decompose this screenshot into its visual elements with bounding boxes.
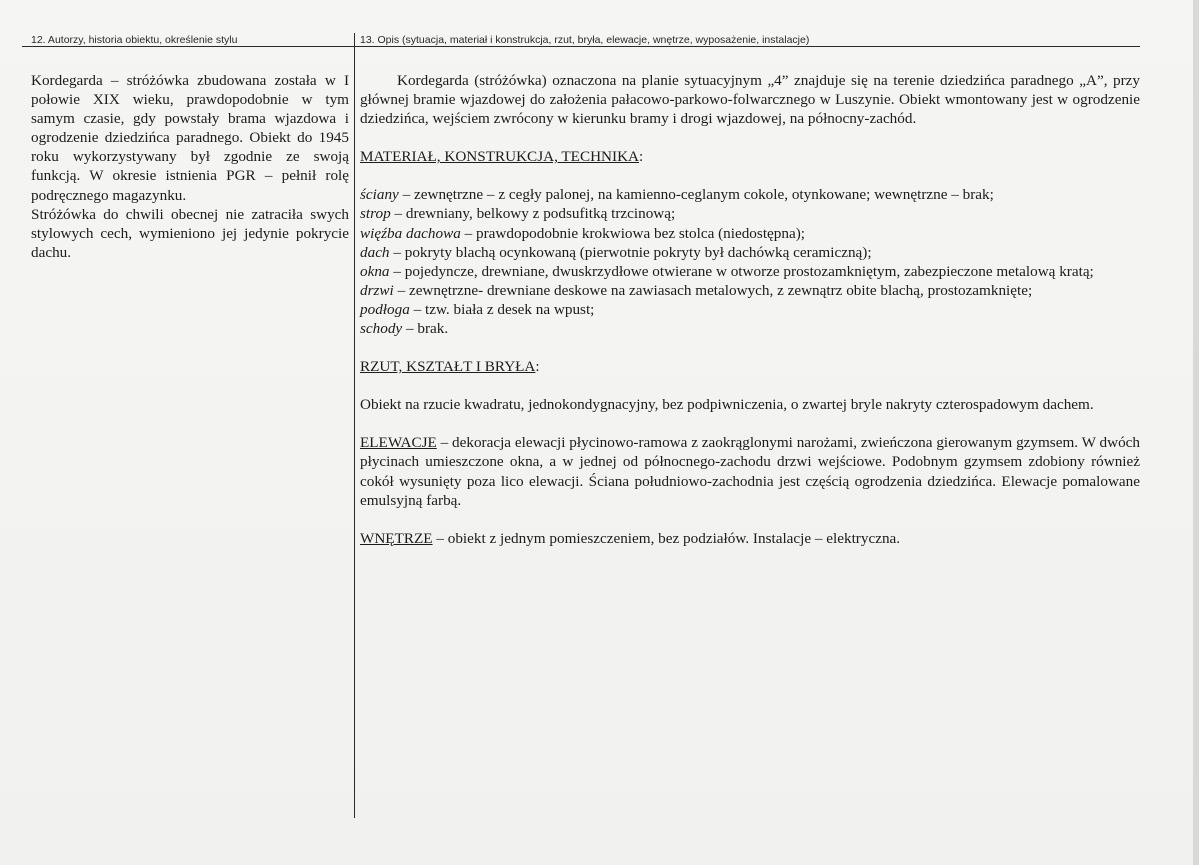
description-column <box>360 71 1140 548</box>
rzut-section-heading <box>360 357 1140 376</box>
material-text: – pokryty blachą ocynkowaną (pierwotnie pokryty był dachówką ceramiczną); <box>389 243 872 261</box>
material-term: więźba dachowa <box>360 224 461 242</box>
header-divider <box>22 46 1140 47</box>
material-term: podłoga <box>360 300 410 318</box>
material-text: – brak. <box>402 320 449 338</box>
right-header-text: 13. Opis (sytuacja, materiał i konstrukcja, rzut, bryła, elewacje, wnętrze, wyposażenie, instalacje) <box>360 34 810 46</box>
history-paragraph-1: Kordegarda – stróżówka zbudowana została w I połowie XIX wieku, prawdopodobnie w tym samym czasie, gdy powstały brama wjazdowa i ogrodzenie dziedzińca paradnego. Obiekt do 1945 roku wykorzystywany był zgodnie ze swoją funkcją. W okresie istnienia PGR – pełnił rolę podręcznego magazynku. <box>31 72 349 204</box>
heading-colon: : <box>535 358 540 376</box>
material-text: – zewnętrzne- drewniane deskowe na zawiasach metalowych, z zewnątrz obite blachą, prostozamknięte; <box>393 281 1033 299</box>
elewacje-heading-text: ELEWACJE <box>360 434 437 452</box>
left-column-header <box>31 34 237 46</box>
materials-list <box>360 185 1140 338</box>
material-text: – prawdopodobnie krokwiowa bez stolca (niedostępna); <box>460 224 805 242</box>
material-term: dach <box>360 243 390 261</box>
elewacje-paragraph <box>360 433 1140 509</box>
column-divider <box>354 33 355 818</box>
material-item <box>360 204 1140 223</box>
material-term: okna <box>360 262 390 280</box>
material-term: schody <box>360 320 403 338</box>
material-term: strop <box>360 205 391 223</box>
material-text: – tzw. biała z desek na wpust; <box>409 300 595 318</box>
wnetrze-paragraph <box>360 529 1140 548</box>
right-column-header <box>360 34 809 46</box>
material-item <box>360 262 1140 281</box>
material-item <box>360 300 1140 319</box>
material-term: drzwi <box>360 281 394 299</box>
spacer <box>360 376 1140 395</box>
heading-colon: : <box>639 148 644 166</box>
left-header-text: 12. Autorzy, historia obiektu, określenie stylu <box>31 34 238 46</box>
rzut-paragraph: Obiekt na rzucie kwadratu, jednokondygnacyjny, bez podpiwniczenia, o zwartej bryle nakryty czterospadowym dachem. <box>360 396 1094 414</box>
rzut-heading-text: RZUT, KSZTAŁT I BRYŁA <box>360 358 536 376</box>
material-heading-text: MATERIAŁ, KONSTRUKCJA, TECHNIKA <box>360 148 640 166</box>
history-paragraph-2: Stróżówka do chwili obecnej nie zatraciła swych stylowych cech, wymieniono jej jedynie pokrycie dachu. <box>31 205 349 261</box>
material-text: – zewnętrzne – z cegły palonej, na kamienno-ceglanym cokole, otynkowane; wewnętrzne – brak; <box>398 186 994 204</box>
material-text: – pojedyncze, drewniane, dwuskrzydłowe otwierane w otworze prostozamkniętym, zabezpieczone metalową kratą; <box>389 262 1094 280</box>
spacer <box>360 166 1140 185</box>
intro-paragraph: Kordegarda (stróżówka) oznaczona na planie sytuacyjnym „4” znajduje się na terenie dziedzińca paradnego „A”, przy głównej bramie wjazdowej do założenia pałacowo-parkowo-folwarcznego w Luszynie. Obiekt wmontowany jest w ogrodzenie dziedzińca, wejściem zwrócony w kierunku bramy i drogi wjazdowej, na północny-zachód. <box>360 72 1140 128</box>
elewacje-text: – dekoracja elewacji płycinowo-ramowa z zaokrąglonymi narożami, zwieńczona gierowanym gzymsem. W dwóch płycinach umieszczone okna, a w jednej od północnego-zachodu drzwi wejściowe. Podobnym gzymsem zdobiony również cokół wysunięty poza lico elewacji. Ściana południowo-zachodnia jest częścią ogrodzenia dziedzińca. Elewacje pomalowane emulsyjną farbą. <box>360 434 1140 509</box>
wnetrze-text: – obiekt z jednym pomieszczeniem, bez podziałów. Instalacje – elektryczna. <box>432 529 901 547</box>
material-term: ściany <box>360 186 399 204</box>
material-item <box>360 319 1140 338</box>
scan-edge <box>1193 0 1199 865</box>
history-column <box>31 71 349 262</box>
material-item <box>360 185 1140 204</box>
material-item <box>360 224 1140 243</box>
material-item <box>360 281 1140 300</box>
material-section-heading <box>360 147 1140 166</box>
material-item <box>360 243 1140 262</box>
material-text: – drewniany, belkowy z podsufitką trzcinową; <box>390 205 676 223</box>
wnetrze-heading-text: WNĘTRZE <box>360 529 433 547</box>
